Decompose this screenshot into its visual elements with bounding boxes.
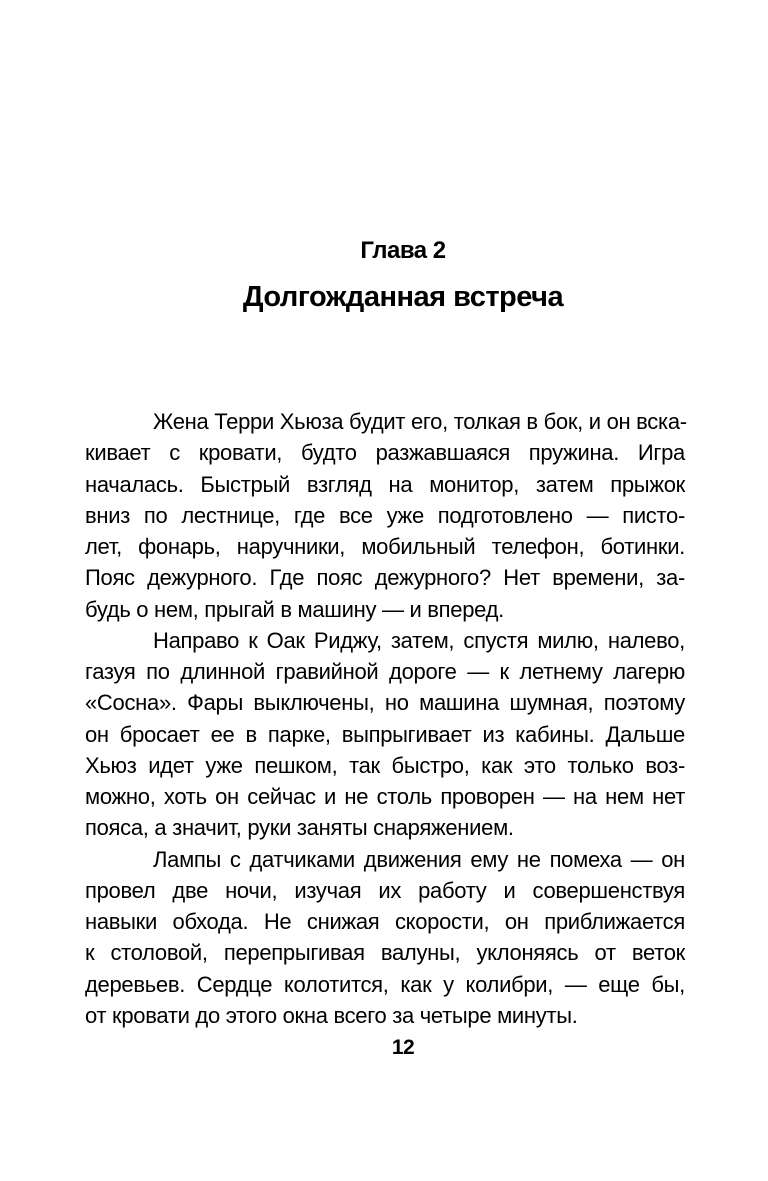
text-line: он бросает ее в парке, выпрыгивает из кабины. Дальше	[85, 721, 685, 747]
page-number: 12	[391, 1036, 415, 1059]
chapter-title: Долгожданная встреча	[242, 281, 564, 313]
paragraph	[85, 625, 685, 844]
text-line: кивает с кровати, будто разжавшаяся пружина. Игра	[85, 440, 685, 466]
paragraph	[85, 406, 685, 625]
text-line: деревьев. Сердце колотится, как у колибри, — еще бы,	[85, 971, 685, 997]
paragraph	[85, 844, 685, 1032]
text-line: Жена Терри Хьюза будит его, толкая в бок, и он вска-	[153, 409, 687, 434]
text-line: пояса, а значит, руки заняты снаряжением.	[85, 815, 514, 841]
body-text	[85, 406, 685, 1031]
text-line: «Сосна». Фары выключены, но машина шумная, поэтому	[85, 690, 685, 716]
text-line: от кровати до этого окна всего за четыре минуты.	[85, 1002, 578, 1028]
text-line: вниз по лестнице, где все уже подготовлено — писто-	[85, 502, 685, 528]
text-line: Пояс дежурного. Где пояс дежурного? Нет времени, за-	[85, 565, 685, 591]
text-line: Направо к Оак Риджу, затем, спустя милю, налево,	[153, 627, 685, 653]
chapter-label: Глава 2	[360, 237, 446, 264]
text-line: будь о нем, прыгай в машину — и вперед.	[85, 596, 504, 622]
text-line: газуя по длинной гравийной дороге — к летнему лагерю	[85, 659, 685, 684]
text-line: навыки обхода. Не снижая скорости, он приближается	[85, 909, 685, 934]
text-line: к столовой, перепрыгивая валуны, уклоняясь от веток	[85, 940, 685, 966]
text-line: началась. Быстрый взгляд на монитор, затем прыжок	[85, 471, 685, 497]
text-line: Лампы с датчиками движения ему не помеха — он	[153, 846, 685, 872]
text-line: можно, хоть он сейчас и не столь проворен — на нем нет	[85, 784, 685, 809]
text-line: Хьюз идет уже пешком, так быстро, как это только воз-	[85, 752, 685, 778]
text-line: лет, фонарь, наручники, мобильный телефон, ботинки.	[85, 534, 685, 559]
text-line: провел две ночи, изучая их работу и совершенствуя	[85, 877, 685, 903]
